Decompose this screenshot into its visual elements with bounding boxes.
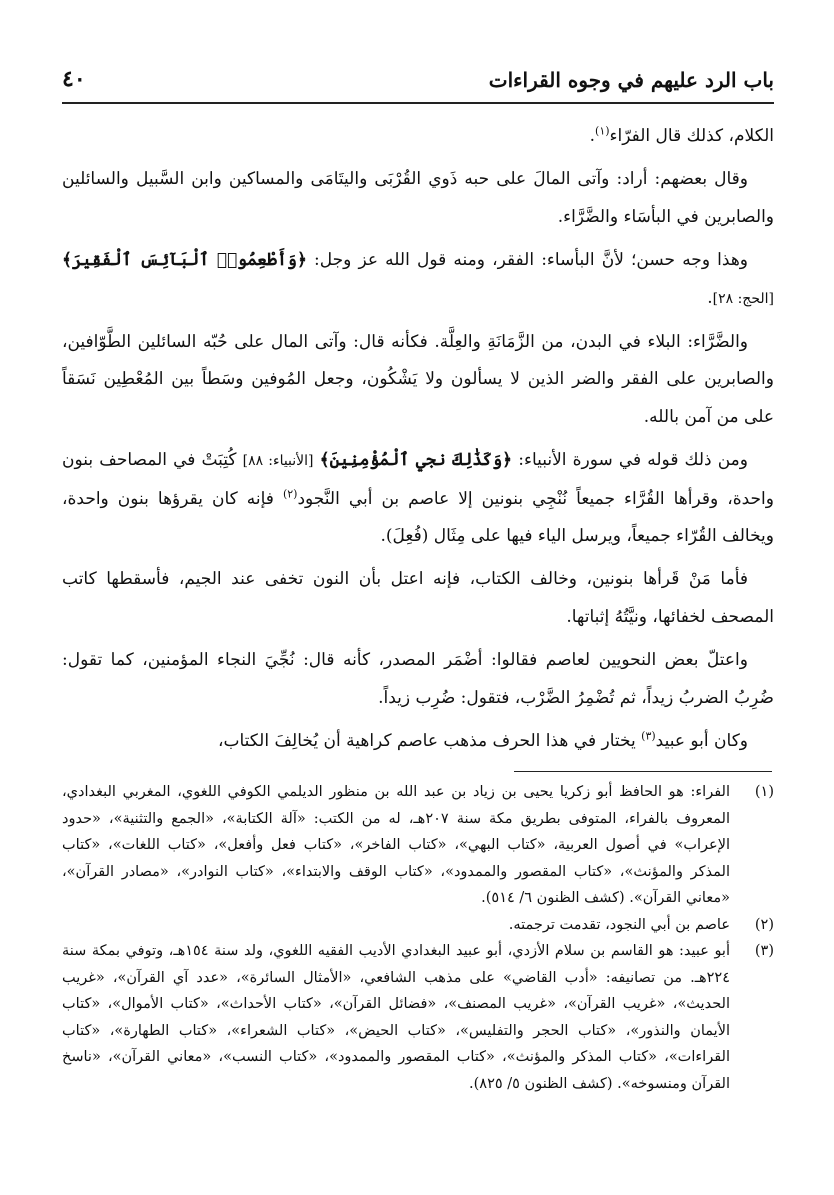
footnote-ref-1: (١) bbox=[595, 124, 610, 138]
paragraph-6: فأما مَنْ قَرأها بنونين، وخالف الكتاب، فإنه اعتل بأن النون تخفى عند الجيم، فأسقطها كاتب المصحف لخفائها، ونيَّتُهُ إثباتها. bbox=[62, 569, 774, 627]
main-text bbox=[62, 118, 774, 767]
footnote-number: (٣) bbox=[754, 943, 774, 959]
paragraph-1 bbox=[62, 118, 774, 155]
footnote-number: (١) bbox=[754, 784, 774, 800]
paragraph-1-end: . bbox=[589, 126, 596, 146]
paragraph-4: والضَّرَّاء: البلاء في البدن، من الزَّمَانَةِ والعِلَّة. فكأنه قال: وآتى المال على حُبّه السائلين الطَّوّافين، والصابرين على الفقر والضر الذين لا يسألون ولا يَشْكُون، وجعل المُوفين وسَطاً بين المُعْطِين نَسَقاً على من آمن بالله. bbox=[62, 332, 774, 427]
footnote-text: الفراء: هو الحافظ أبو زكريا يحيى بن زياد بن عبد الله بن منظور الديلمي الكوفي اللغوي، المغربي البغدادي، المعروف بالفراء، المتوفى بطريق مكة سنة ٢٠٧هـ، له من الكتب: «آلة الكتابة»، «الجمع والتثنية»، «حدود الإعراب» في أصول العربية، «كتاب البهي»، «كتاب الفاخر»، «كتاب فعل وأفعل»، «كتاب اللغات»، «كتاب المذكر والمؤنث»، «كتاب المقصور والممدود»، «كتاب الوقف والابتداء»، «كتاب النوادر»، «مصادر القرآن»، «معاني القرآن». (كشف الظنون ٦/ ٥١٤). bbox=[62, 784, 730, 906]
paragraph-5-text-3: فإنه كان يقرؤها بنون واحدة، ويخالف القُرّاء جميعاً، ويرسل الياء فيها على مِثَال (فُعِلَ). bbox=[62, 488, 774, 547]
header-title: باب الرد عليهم في وجوه القراءات bbox=[488, 68, 774, 92]
footnote-ref-3: (٣) bbox=[641, 729, 656, 743]
footnotes bbox=[62, 779, 774, 1097]
footnote-ref-2: (٢) bbox=[282, 487, 298, 500]
quran-verse-hajj: ﴿وَأَطْعِمُوا۟ ٱلْبَآئِسَ ٱلْفَقِيرَ﴾ bbox=[62, 250, 307, 271]
footnote-text: أبو عبيد: هو القاسم بن سلام الأزدي، أبو عبيد البغدادي الأديب الفقيه اللغوي، ولد سنة ١٥٤هـ، وتوفي بمكة سنة ٢٢٤هـ. من تصانيفه: «أدب القاضي» على مذهب الشافعي، «الأمثال السائرة»، «عدد آي القرآن»، «غريب الحديث»، «غريب القرآن»، «غريب المصنف»، «فضائل القرآن»، «كتاب الأحداث»، «كتاب الأموال»، «كتاب الأيمان والنذور»، «كتاب الحجر والتفليس»، «كتاب الحيض»، «كتاب الشعراء»، «كتاب الطهارة»، «كتاب القراءات»، «كتاب المذكر والمؤنث»، «كتاب المقصور والممدود»، «كتاب النسب»، «معاني القرآن»، «ناسخ القرآن ومنسوخه». (كشف الظنون ٥/ ٨٢٥). bbox=[62, 943, 731, 1092]
footnote-3 bbox=[62, 938, 774, 1097]
footnote-divider bbox=[514, 771, 772, 772]
footnote-2 bbox=[62, 912, 774, 939]
verse-reference-hajj: [الحج: ٢٨] bbox=[712, 290, 774, 307]
page-number: ٤٠ bbox=[62, 66, 86, 92]
quran-verse-anbiya: ﴿وَكَذَٰلِكَ نجي ٱلْمُؤْمِنِينَ﴾ bbox=[319, 450, 513, 471]
footnote-text: عاصم بن أبي النجود، تقدمت ترجمته. bbox=[508, 916, 730, 933]
footnote-number: (٢) bbox=[754, 916, 774, 933]
paragraph-8-text-2: يختار في هذا الحرف مذهب عاصم كراهية أن يُخالِفَ الكتاب، bbox=[217, 731, 642, 752]
header-divider bbox=[62, 102, 774, 104]
paragraph-8 bbox=[62, 723, 774, 760]
paragraph-5-text-1: ومن ذلك قوله في سورة الأنبياء: bbox=[512, 450, 748, 471]
running-header bbox=[62, 58, 774, 104]
footnote-1 bbox=[62, 779, 774, 912]
paragraph-3-text: وهذا وجه حسن؛ لأنَّ البأساء: الفقر، ومنه قول الله عز وجل: bbox=[306, 250, 748, 271]
paragraph-7: واعتلّ بعض النحويين لعاصم فقالوا: أضْمَر المصدر، كأنه قال: نُجِّيَ النجاء المؤمنين، كما تقول: ضُرِبُ الضربُ زيداً، ثم تُضْمِرُ الضَّرْب، فتقول: ضُرِب زيداً. bbox=[62, 650, 774, 708]
paragraph-8-text-1: وكان أبو عبيد bbox=[655, 731, 748, 752]
paragraph-3-end: . bbox=[707, 287, 713, 308]
verse-reference-anbiya: [الأنبياء: ٨٨] bbox=[242, 453, 314, 470]
paragraph-2: وقال بعضهم: أراد: وآتى المالَ على حبه ذَوي القُرْبَى واليتَامَى والمساكين وابن السَّبيل والسائلين والصابرين في البأسَاء والضَّرَّاء. bbox=[62, 169, 774, 227]
paragraph-5 bbox=[62, 442, 774, 555]
paragraph-3 bbox=[62, 242, 774, 318]
paragraph-1-text: الكلام، كذلك قال الفرّاء bbox=[609, 126, 774, 146]
paragraph-5-text-2: كُتِبَتْ في المصاحف بنون واحدة، وقرأها القُرَّاء جميعاً نُنْجِي بنونين إلا عاصم بن أبي النَّجود bbox=[62, 450, 774, 509]
